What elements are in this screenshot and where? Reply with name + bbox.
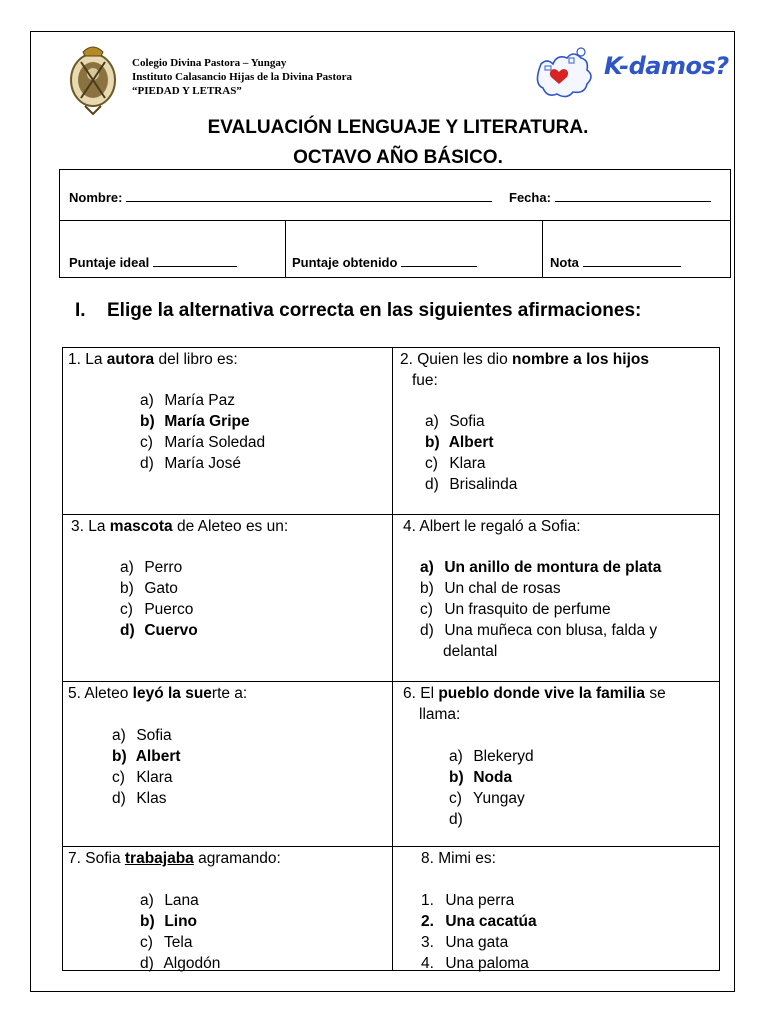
obtained-score-blank[interactable] bbox=[401, 254, 477, 267]
date-blank[interactable] bbox=[555, 189, 711, 202]
ideal-score-field[interactable] bbox=[69, 254, 237, 270]
question-text: 1. La bbox=[68, 351, 107, 368]
question-keyword: trabajaba bbox=[124, 850, 194, 867]
option-letter: a) bbox=[425, 413, 439, 430]
option-letter: c) bbox=[120, 601, 133, 618]
question-5 bbox=[68, 683, 247, 704]
option[interactable] bbox=[425, 411, 485, 432]
school-name: Colegio Divina Pastora – Yungay bbox=[132, 57, 287, 69]
questions-table bbox=[62, 347, 720, 971]
section-title: Elige la alternativa correcta en las siguientes afirmaciones: bbox=[107, 300, 642, 321]
option-text: Perro bbox=[144, 559, 183, 576]
option[interactable] bbox=[140, 953, 220, 974]
divider bbox=[285, 221, 286, 278]
question-text: rte a: bbox=[211, 685, 248, 702]
option-correct[interactable] bbox=[425, 432, 494, 453]
question-text: fue: bbox=[412, 372, 438, 389]
option-text: Cuervo bbox=[144, 622, 198, 639]
question-text: 7. Sofia bbox=[68, 850, 125, 867]
option-letter: b) bbox=[449, 769, 464, 786]
logo-text: K-damos? bbox=[604, 52, 729, 80]
option[interactable] bbox=[420, 578, 561, 599]
option-text: Una paloma bbox=[445, 955, 529, 972]
option-text: Una perra bbox=[445, 892, 515, 909]
option-letter: a) bbox=[449, 748, 463, 765]
question-6 bbox=[403, 683, 666, 725]
exam-title: EVALUACIÓN LENGUAJE Y LITERATURA. bbox=[207, 117, 589, 138]
option-text: María Paz bbox=[164, 392, 235, 409]
grade-blank[interactable] bbox=[583, 254, 681, 267]
option-text-continued: delantal bbox=[443, 643, 498, 660]
option-letter: a) bbox=[420, 559, 434, 576]
question-text: 8. Mimi es: bbox=[421, 850, 496, 867]
option-text: Klara bbox=[449, 455, 486, 472]
option[interactable] bbox=[120, 599, 193, 620]
option-correct[interactable] bbox=[420, 557, 661, 578]
option-letter: d) bbox=[140, 955, 154, 972]
option-letter: d) bbox=[425, 476, 439, 493]
option-letter: b) bbox=[112, 748, 127, 765]
question-text: 3. La bbox=[71, 518, 110, 535]
obtained-score-label: Puntaje obtenido bbox=[292, 255, 398, 270]
option-correct[interactable] bbox=[140, 911, 197, 932]
school-motto: “PIEDAD Y LETRAS” bbox=[132, 85, 242, 97]
option[interactable] bbox=[112, 725, 172, 746]
option-letter: 2. bbox=[421, 913, 434, 930]
date-label: Fecha: bbox=[509, 190, 551, 205]
option-text: Albert bbox=[448, 434, 494, 451]
option-text: Lana bbox=[164, 892, 199, 909]
option-letter: d) bbox=[420, 622, 434, 639]
column-divider bbox=[392, 348, 393, 970]
question-text: del libro es: bbox=[154, 351, 238, 368]
question-text: se bbox=[645, 685, 666, 702]
option-correct[interactable] bbox=[449, 767, 512, 788]
option-text: María Soledad bbox=[164, 434, 266, 451]
option[interactable] bbox=[120, 578, 178, 599]
school-crest-icon bbox=[63, 38, 123, 116]
option-text: Algodón bbox=[163, 955, 221, 972]
option[interactable] bbox=[140, 932, 192, 953]
question-text: 4. Albert le regaló a Sofia: bbox=[403, 518, 581, 535]
option-letter: c) bbox=[449, 790, 462, 807]
option[interactable] bbox=[420, 599, 611, 620]
question-text: 5. Aleteo bbox=[68, 685, 133, 702]
option[interactable] bbox=[449, 809, 469, 830]
option-text: Klara bbox=[136, 769, 173, 786]
option[interactable] bbox=[425, 453, 486, 474]
question-2 bbox=[400, 349, 649, 391]
option-text: Tela bbox=[164, 934, 193, 951]
option-letter: 4. bbox=[421, 955, 434, 972]
question-keyword: pueblo donde vive la familia bbox=[438, 685, 646, 702]
option-text: María José bbox=[164, 455, 241, 472]
option-correct[interactable] bbox=[421, 911, 537, 932]
option[interactable] bbox=[425, 474, 517, 495]
option-letter: d) bbox=[140, 455, 154, 472]
option-text: Una gata bbox=[445, 934, 509, 951]
option[interactable] bbox=[420, 620, 657, 641]
option-text: Gato bbox=[144, 580, 178, 597]
option-letter: b) bbox=[420, 580, 434, 597]
option-text: Noda bbox=[473, 769, 513, 786]
question-3 bbox=[71, 516, 288, 537]
option-letter: c) bbox=[425, 455, 438, 472]
option-letter: 3. bbox=[421, 934, 434, 951]
option-text: Puerco bbox=[144, 601, 194, 618]
row-divider bbox=[63, 681, 719, 682]
option-text: Un frasquito de perfume bbox=[444, 601, 611, 618]
question-text: de Aleteo es un: bbox=[172, 518, 289, 535]
ideal-score-label: Puntaje ideal bbox=[69, 255, 150, 270]
option[interactable] bbox=[449, 746, 534, 767]
option[interactable] bbox=[120, 557, 182, 578]
option[interactable] bbox=[449, 788, 525, 809]
option-letter: a) bbox=[140, 392, 154, 409]
option[interactable] bbox=[112, 788, 166, 809]
option-text: Un anillo de montura de plata bbox=[444, 559, 662, 576]
question-keyword: nombre a los hijos bbox=[512, 351, 649, 368]
question-keyword: autora bbox=[106, 351, 155, 368]
date-field[interactable] bbox=[509, 189, 711, 205]
question-keyword: leyó la sue bbox=[132, 685, 212, 702]
option[interactable] bbox=[140, 390, 235, 411]
question-1 bbox=[68, 349, 238, 370]
exam-subtitle: OCTAVO AÑO BÁSICO. bbox=[293, 147, 503, 168]
option-letter: c) bbox=[140, 934, 153, 951]
divider bbox=[542, 221, 543, 278]
option-letter: c) bbox=[112, 769, 125, 786]
question-text: 2. Quien les dio bbox=[400, 351, 513, 368]
option-text: Brisalinda bbox=[449, 476, 518, 493]
school-info bbox=[132, 56, 352, 98]
name-field[interactable] bbox=[69, 189, 492, 205]
option-letter: b) bbox=[140, 913, 155, 930]
option-letter: d) bbox=[112, 790, 126, 807]
option-text: Blekeryd bbox=[473, 748, 534, 765]
option[interactable] bbox=[140, 453, 241, 474]
option-text: Sofia bbox=[449, 413, 485, 430]
question-7 bbox=[68, 848, 281, 869]
option-letter: a) bbox=[140, 892, 154, 909]
row-divider bbox=[63, 514, 719, 515]
option-text: Lino bbox=[164, 913, 198, 930]
option-letter: d) bbox=[120, 622, 135, 639]
option-letter: b) bbox=[425, 434, 440, 451]
option-letter: c) bbox=[420, 601, 433, 618]
info-row-name-date bbox=[60, 170, 730, 221]
question-text: 6. El bbox=[403, 685, 439, 702]
option-text: Yungay bbox=[473, 790, 525, 807]
ideal-score-blank[interactable] bbox=[153, 254, 237, 267]
obtained-score-field[interactable] bbox=[292, 254, 477, 270]
option-text: María Gripe bbox=[164, 413, 250, 430]
institute-name: Instituto Calasancio Hijas de la Divina Pastora bbox=[132, 71, 353, 83]
option-letter: a) bbox=[120, 559, 134, 576]
option[interactable] bbox=[421, 953, 529, 974]
section-heading bbox=[75, 300, 641, 322]
name-blank[interactable] bbox=[126, 189, 492, 202]
option-letter: b) bbox=[140, 413, 155, 430]
option-text: Klas bbox=[136, 790, 167, 807]
option-letter: b) bbox=[120, 580, 134, 597]
option-correct[interactable] bbox=[140, 411, 250, 432]
section-number: I. bbox=[75, 300, 86, 321]
option-text: Un chal de rosas bbox=[444, 580, 561, 597]
option-text: Sofia bbox=[136, 727, 172, 744]
option[interactable] bbox=[421, 890, 514, 911]
option[interactable] bbox=[140, 432, 265, 453]
option-correct[interactable] bbox=[120, 620, 198, 641]
question-8 bbox=[421, 848, 496, 869]
student-info-table bbox=[59, 169, 731, 278]
option-correct[interactable] bbox=[112, 746, 181, 767]
option-text: Albert bbox=[135, 748, 181, 765]
name-label: Nombre: bbox=[69, 190, 123, 205]
question-4 bbox=[403, 516, 581, 537]
option-letter: a) bbox=[112, 727, 126, 744]
option-letter: c) bbox=[140, 434, 153, 451]
option[interactable] bbox=[421, 932, 508, 953]
question-text: llama: bbox=[419, 706, 461, 723]
option[interactable] bbox=[112, 767, 173, 788]
row-divider bbox=[63, 846, 719, 847]
option-text: Una cacatúa bbox=[445, 913, 537, 930]
option-text: Una muñeca con blusa, falda y bbox=[444, 622, 658, 639]
option-letter: 1. bbox=[421, 892, 434, 909]
option[interactable] bbox=[140, 890, 199, 911]
question-text: agramando: bbox=[193, 850, 281, 867]
grade-label: Nota bbox=[550, 255, 579, 270]
question-keyword: mascota bbox=[109, 518, 173, 535]
option-letter: d) bbox=[449, 811, 463, 828]
grade-field[interactable] bbox=[550, 254, 681, 270]
